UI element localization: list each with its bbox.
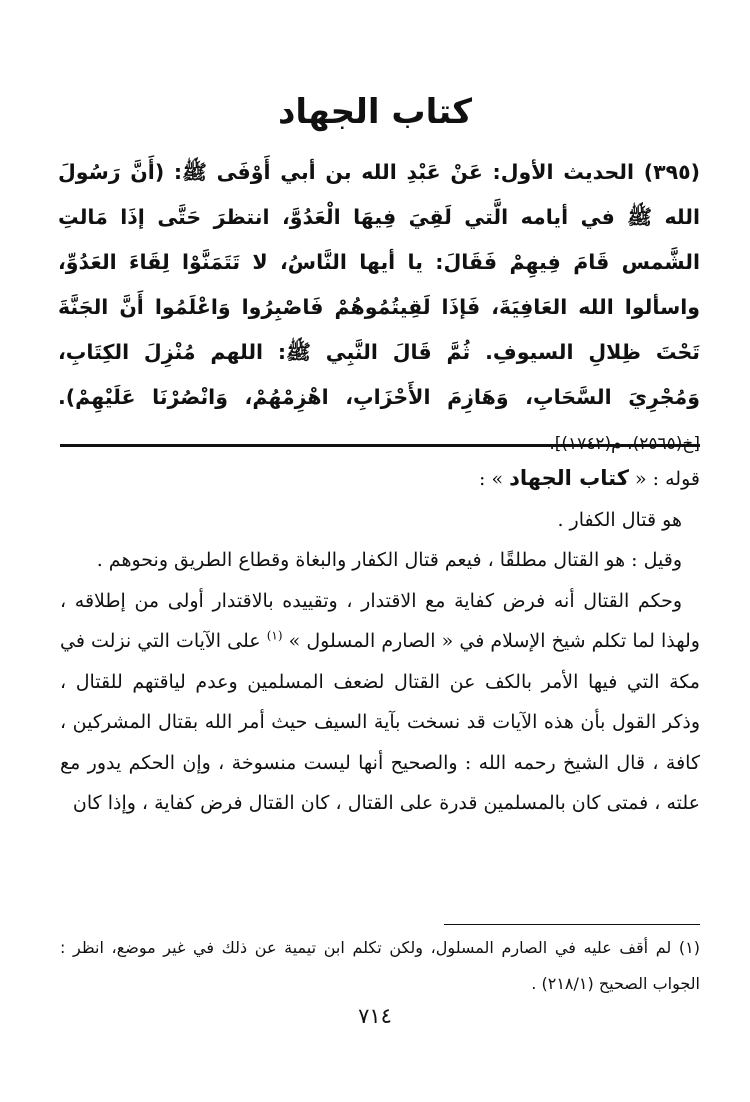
commentary-block: [60, 458, 700, 824]
footnote-marker: (١): [678, 938, 700, 957]
paragraph-3-part-1: وحكم القتال أنه فرض كفاية مع الاقتدار ، وتقييده بالاقتدار أولى من إطلاقه ، ولهذا لما تكلم شيخ الإسلام في « الصارم المسلول »: [60, 589, 700, 652]
hadith-source: [خ(٢٥٦٥)، م(١٧٤٢)].: [549, 434, 700, 454]
quote-close: » :: [479, 468, 504, 490]
quote-open: «: [635, 468, 647, 490]
chapter-title: كتاب الجهاد: [277, 92, 472, 132]
section-divider: [60, 444, 700, 447]
footnote-reference[interactable]: (١): [266, 628, 283, 643]
commentary-heading: [60, 458, 700, 500]
footnote-text: لم أقف عليه في الصارم المسلول، ولكن تكلم ابن تيمية عن ذلك في غير موضع، انظر : الجواب الصحيح (٢١٨/١) .: [60, 938, 700, 993]
commentary-paragraph-3: [60, 581, 700, 824]
hadith-block: [58, 150, 700, 467]
commentary-keyword: كتاب الجهاد: [509, 466, 629, 490]
page-number: ٧١٤: [358, 1004, 392, 1028]
commentary-lead: قوله :: [652, 468, 700, 490]
paragraph-3-part-2: على الآيات التي نزلت في مكة التي فيها الأمر بالكف عن القتال لضعف المسلمين وعدم لياقتهم للقتال ، وذكر القول بأن هذه الآيات قد نسخت بآية السيف حيث أمر الله بقتال المشركين ، كافة ، قال الشيخ رحمه الله : والصحيح أنها ليست منسوخة ، وإن الحكم يدور مع علته ، فمتى كان بالمسلمين قدرة على القتال ، كان القتال فرض كفاية ، وإذا كان: [60, 630, 700, 814]
footnote: [60, 930, 700, 1002]
footnote-divider: [444, 924, 700, 925]
commentary-paragraph-2: وقيل : هو القتال مطلقًا ، فيعم قتال الكفار والبغاة وقطاع الطريق ونحوهم .: [96, 549, 682, 571]
hadith-text: الحديث الأول: عَنْ عَبْدِ الله بن أبي أَوْفَى ﷺ: (أَنَّ رَسُولَ الله ﷺ في أيامه الَّتي لَقِيَ فِيهَا الْعَدُوَّ، انتظرَ حَتَّى إذَا مَالتِ الشَّمس قَامَ فِيهِمْ فَقَالَ: يا أيها النَّاسُ، لا تَتَمَنَّوْا لِقَاءَ العَدُوِّ، واسألوا الله العَافِيَةَ، فَإذَا لَقِيتُمُوهُمْ فَاصْبِرُوا وَاعْلَمُوا أَنَّ الجَنَّةَ تَحْتَ ظِلالِ السيوفِ. ثُمَّ قَالَ النَّبِي ﷺ: اللهم مُنْزِلَ الكِتَابِ، وَمُجْرِيَ السَّحَابِ، وَهَازِمَ الأَحْزَابِ، اهْزِمْهُمْ، وَانْصُرْنَا عَلَيْهِمْ).: [58, 160, 700, 409]
hadith-number: (٣٩٥): [643, 160, 701, 184]
commentary-paragraph-1: هو قتال الكفار .: [557, 508, 682, 531]
